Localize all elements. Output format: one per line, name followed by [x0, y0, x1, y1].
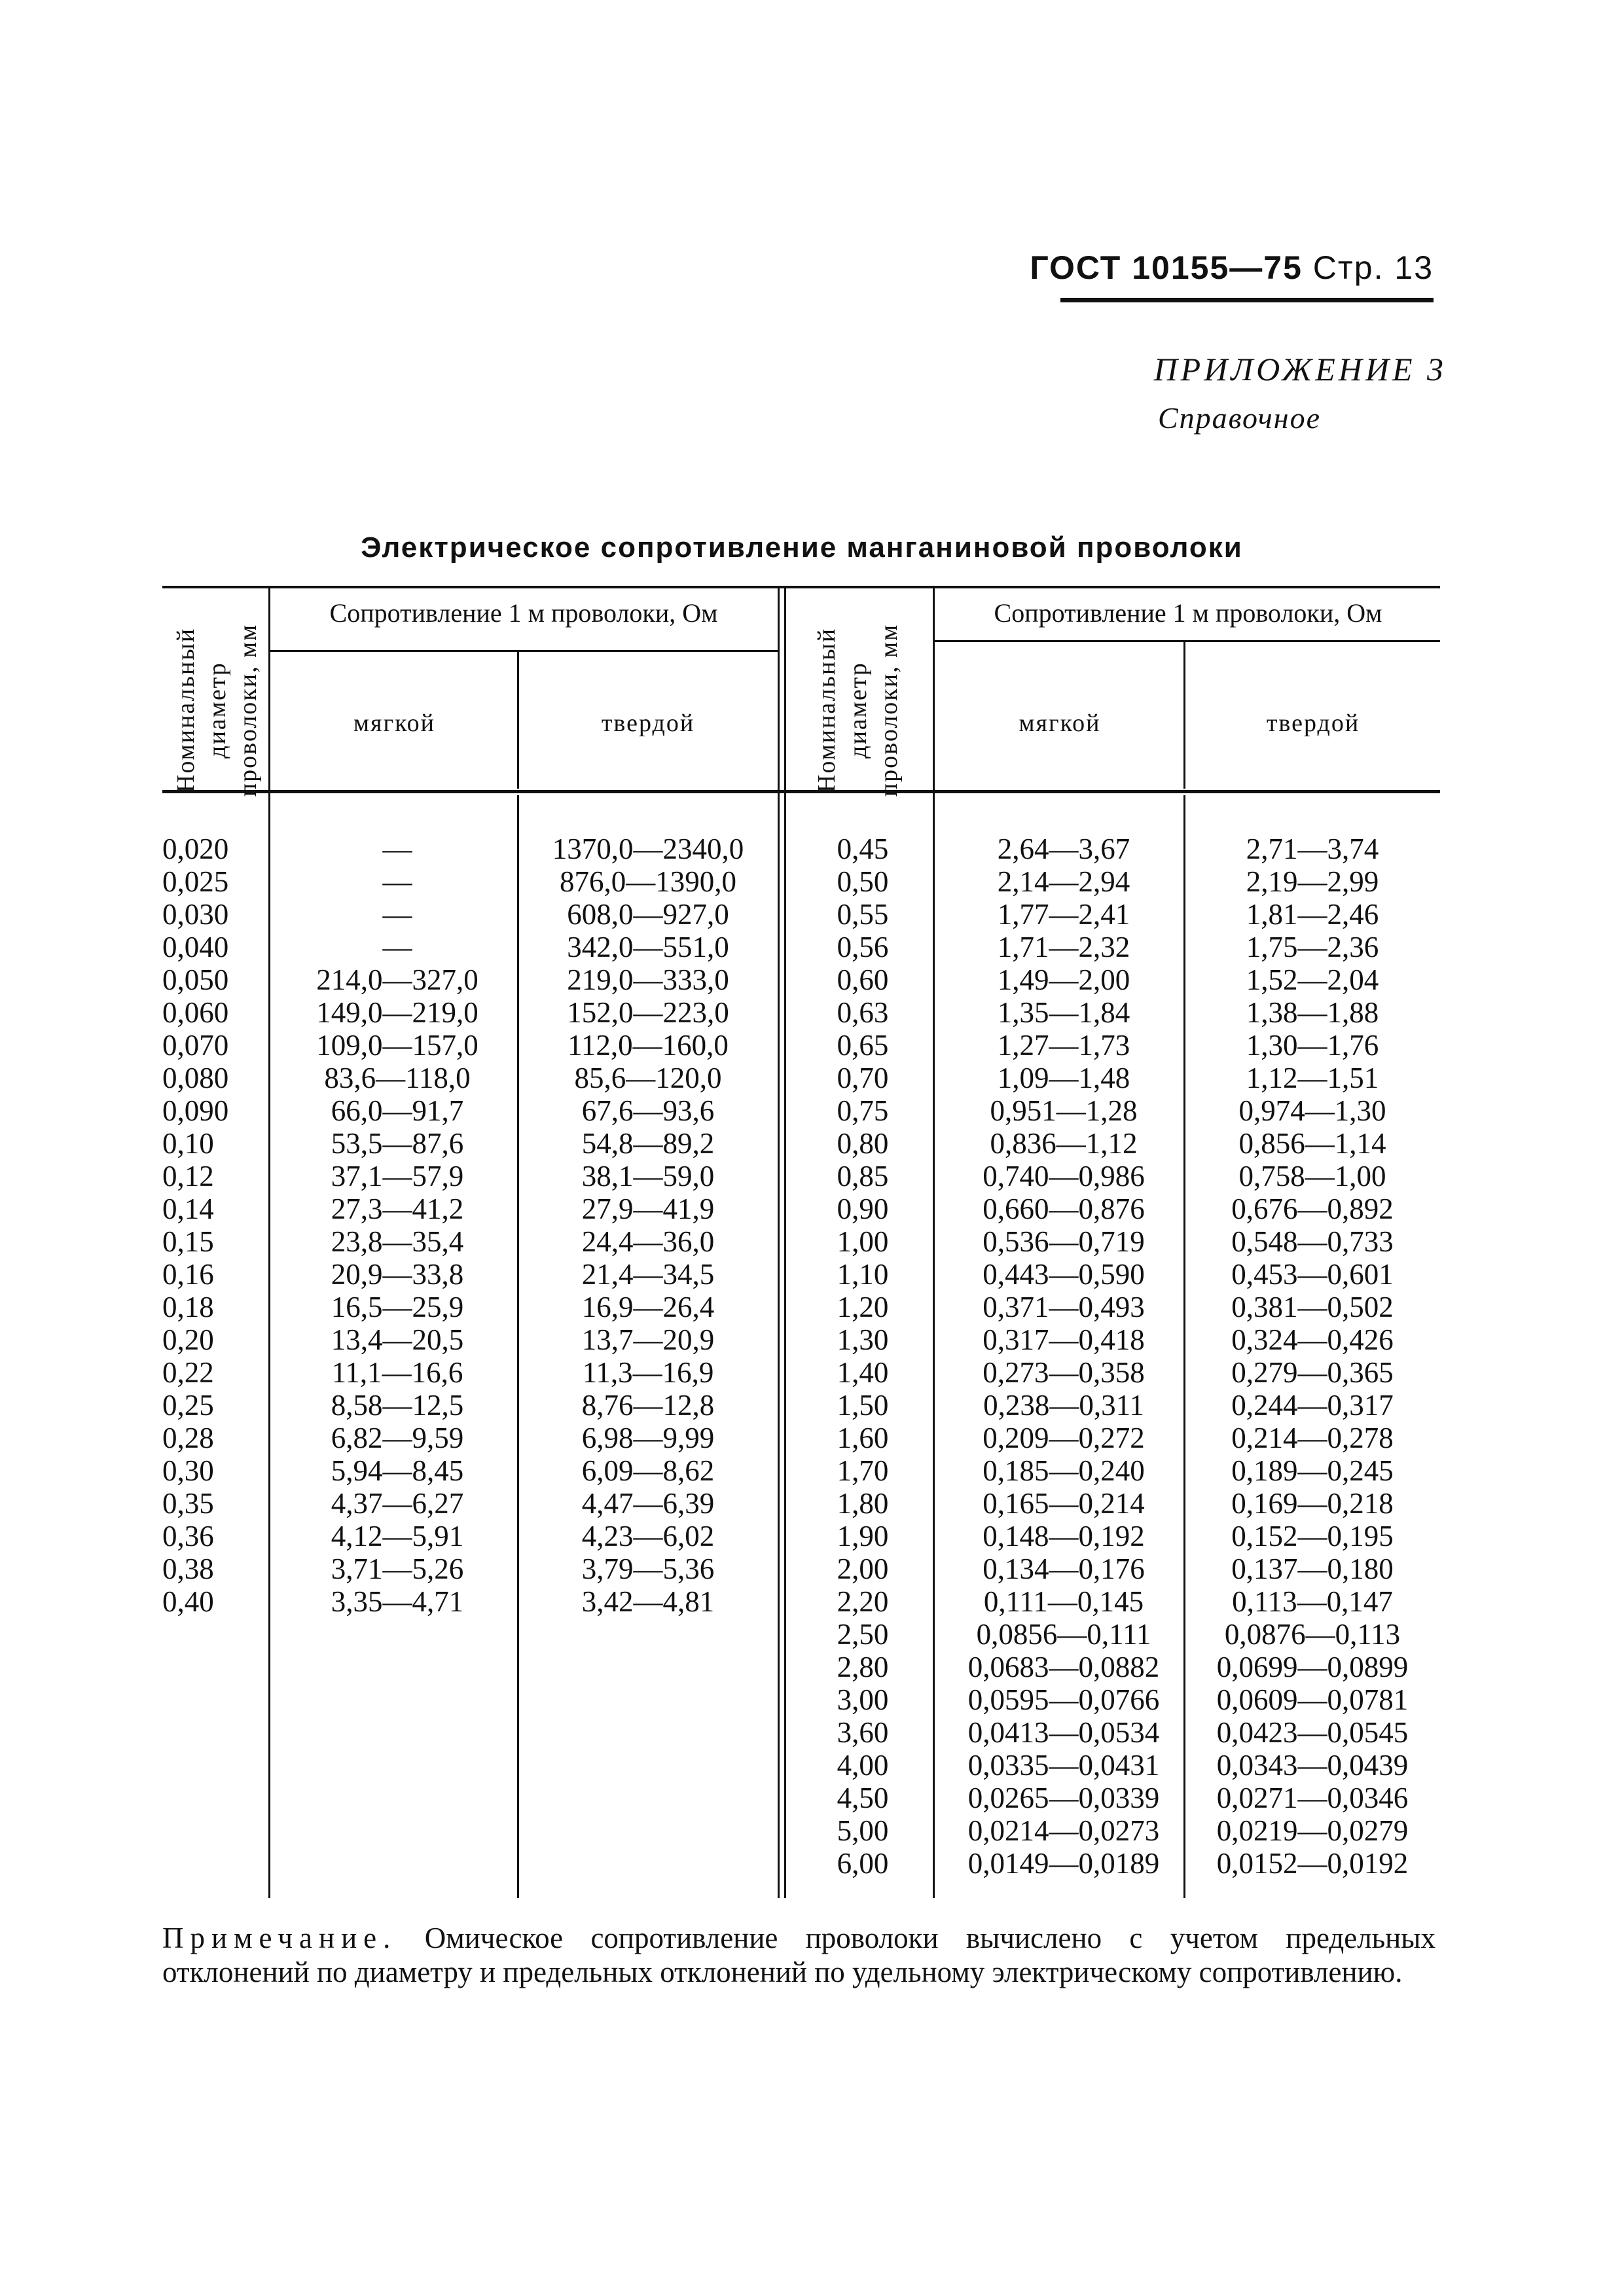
table-cell: 37,1—57,9 — [331, 1160, 464, 1193]
soft-header-left: мягкой — [353, 709, 435, 737]
table-cell: 0,152—0,195 — [1231, 1520, 1394, 1552]
table-cell: 54,8—89,2 — [581, 1127, 715, 1160]
table-cell: 0,758—1,00 — [1238, 1160, 1386, 1193]
table-cell: 3,60 — [837, 1716, 889, 1749]
table-cell: 0,0423—0,0545 — [1216, 1716, 1409, 1749]
resistance-header-left: Сопротивление 1 м проволоки, Ом — [329, 598, 718, 628]
table-cell: 4,12—5,91 — [331, 1520, 464, 1552]
table-cell: 2,00 — [837, 1552, 889, 1585]
table-cell: 0,18 — [162, 1291, 214, 1323]
table-cell: 4,50 — [837, 1782, 889, 1814]
table-cell: 0,80 — [837, 1127, 889, 1160]
page-number: Стр. 13 — [1312, 249, 1434, 286]
table-cell: 0,0609—0,0781 — [1216, 1683, 1409, 1716]
resistance-header-right: Сопротивление 1 м проволоки, Ом — [994, 598, 1382, 628]
table-divider-2a — [778, 586, 780, 1898]
table-header-rule — [162, 790, 1440, 793]
table-cell: 0,0214—0,0273 — [967, 1814, 1160, 1847]
table-cell: 0,0595—0,0766 — [967, 1683, 1160, 1716]
table-cell: 2,50 — [837, 1618, 889, 1651]
table-cell: 0,25 — [162, 1389, 214, 1422]
table-cell: — — [382, 833, 412, 865]
table-cell: 0,148—0,192 — [983, 1520, 1145, 1552]
table-cell: 3,35—4,71 — [331, 1585, 464, 1618]
table-cell: 0,050 — [162, 963, 229, 996]
table-cell: 0,020 — [162, 833, 229, 865]
table-cell: 1,30 — [837, 1323, 889, 1356]
table-cell: 1,00 — [837, 1225, 889, 1258]
left-soft-column — [270, 833, 525, 1618]
table-cell: 0,317—0,418 — [983, 1323, 1145, 1356]
table-cell: 0,836—1,12 — [990, 1127, 1138, 1160]
table-cell: 1,50 — [837, 1389, 889, 1422]
table-cell: 149,0—219,0 — [316, 996, 478, 1029]
table-cell: 0,279—0,365 — [1231, 1356, 1394, 1389]
table-divider-2b — [784, 586, 786, 1898]
table-cell: 0,0265—0,0339 — [967, 1782, 1160, 1814]
table-cell: 1,75—2,36 — [1246, 931, 1379, 963]
table-cell: 0,35 — [162, 1487, 214, 1520]
table-cell: 0,45 — [837, 833, 889, 865]
table-cell: 0,137—0,180 — [1231, 1552, 1394, 1585]
table-cell: 0,14 — [162, 1193, 214, 1225]
hard-header-left: твердой — [601, 709, 695, 737]
diameter-header-right: Номинальный диаметр проволоки, мм — [813, 623, 903, 797]
left-diameter-column — [162, 833, 274, 1618]
table-cell: 0,28 — [162, 1422, 214, 1454]
page-header — [1021, 249, 1434, 287]
diameter-header-left: Номинальный диаметр проволоки, мм — [172, 623, 262, 797]
table-cell: 1,09—1,48 — [997, 1062, 1130, 1094]
table-cell: 0,025 — [162, 865, 229, 898]
table-cell: 1,20 — [837, 1291, 889, 1323]
table-header-subrule-left — [268, 650, 778, 652]
table-cell: 0,0335—0,0431 — [967, 1749, 1160, 1782]
table-cell: 0,189—0,245 — [1231, 1454, 1394, 1487]
table-cell: 2,80 — [837, 1651, 889, 1683]
table-cell: 0,15 — [162, 1225, 214, 1258]
table-cell: 85,6—120,0 — [574, 1062, 722, 1094]
table-cell: 0,12 — [162, 1160, 214, 1193]
table-cell: 1,35—1,84 — [997, 996, 1130, 1029]
header-rule — [1060, 298, 1434, 302]
table-cell: 0,0856—0,111 — [976, 1618, 1151, 1651]
table-cell: 0,134—0,176 — [983, 1552, 1145, 1585]
table-cell: 0,30 — [162, 1454, 214, 1487]
table-cell: 4,23—6,02 — [581, 1520, 715, 1552]
table-note — [162, 1921, 1435, 1989]
table-cell: 0,951—1,28 — [990, 1094, 1138, 1127]
table-cell: 0,60 — [837, 963, 889, 996]
table-cell: 38,1—59,0 — [581, 1160, 715, 1193]
table-cell: 0,453—0,601 — [1231, 1258, 1394, 1291]
table-cell: 0,324—0,426 — [1231, 1323, 1394, 1356]
right-soft-column — [936, 833, 1191, 1880]
table-cell: 0,63 — [837, 996, 889, 1029]
table-cell: 0,0271—0,0346 — [1216, 1782, 1409, 1814]
table-cell: 1,40 — [837, 1356, 889, 1389]
table-cell: 0,273—0,358 — [983, 1356, 1145, 1389]
right-hard-column — [1185, 833, 1440, 1880]
table-cell: 1,90 — [837, 1520, 889, 1552]
table-cell: 112,0—160,0 — [568, 1029, 729, 1062]
table-cell: 8,76—12,8 — [581, 1389, 715, 1422]
table-cell: 5,00 — [837, 1814, 889, 1847]
table-title: Электрическое сопротивление манганиновой проволоки — [361, 531, 1243, 564]
table-cell: 0,371—0,493 — [983, 1291, 1145, 1323]
table-cell: 1,10 — [837, 1258, 889, 1291]
table-cell: 0,070 — [162, 1029, 229, 1062]
table-cell: — — [382, 931, 412, 963]
table-cell: 0,080 — [162, 1062, 229, 1094]
table-cell: 53,5—87,6 — [331, 1127, 464, 1160]
table-cell: 0,0876—0,113 — [1224, 1618, 1401, 1651]
table-cell: 27,3—41,2 — [331, 1193, 464, 1225]
table-cell: 0,0219—0,0279 — [1216, 1814, 1409, 1847]
table-cell: 1,38—1,88 — [1246, 996, 1379, 1029]
table-cell: 0,165—0,214 — [983, 1487, 1145, 1520]
table-cell: 3,00 — [837, 1683, 889, 1716]
table-cell: 152,0—223,0 — [567, 996, 729, 1029]
table-cell: 608,0—927,0 — [567, 898, 729, 931]
table-cell: 3,79—5,36 — [581, 1552, 715, 1585]
table-cell: 0,0413—0,0534 — [967, 1716, 1160, 1749]
table-cell: 3,71—5,26 — [331, 1552, 464, 1585]
table-header-subrule-right — [933, 640, 1440, 642]
note-text: Омическое сопротивление проволоки вычислено с учетом предельных отклонений по диаметру и предельных отклонений по удельному электрическому сопротивлению. — [162, 1922, 1435, 1988]
table-cell: 13,4—20,5 — [331, 1323, 464, 1356]
table-cell: 0,060 — [162, 996, 229, 1029]
table-cell: 21,4—34,5 — [581, 1258, 715, 1291]
table-cell: 0,381—0,502 — [1231, 1291, 1394, 1323]
table-cell: 0,0343—0,0439 — [1216, 1749, 1409, 1782]
table-cell: 0,214—0,278 — [1231, 1422, 1394, 1454]
table-cell: 8,58—12,5 — [331, 1389, 464, 1422]
table-cell: 0,0149—0,0189 — [967, 1847, 1160, 1880]
table-cell: 0,676—0,892 — [1231, 1193, 1394, 1225]
appendix-subtitle: Справочное — [1157, 401, 1321, 435]
table-cell: 0,660—0,876 — [983, 1193, 1145, 1225]
table-cell: 2,64—3,67 — [997, 833, 1130, 865]
table-cell: 4,47—6,39 — [581, 1487, 715, 1520]
left-hard-column — [520, 833, 776, 1618]
table-cell: 66,0—91,7 — [331, 1094, 464, 1127]
table-cell: 1,81—2,46 — [1246, 898, 1379, 931]
table-cell: 1,52—2,04 — [1246, 963, 1379, 996]
table-cell: 0,443—0,590 — [983, 1258, 1145, 1291]
table-cell: 23,8—35,4 — [331, 1225, 464, 1258]
table-subdivider-left — [517, 651, 519, 789]
table-cell: 0,10 — [162, 1127, 214, 1160]
table-cell: 0,740—0,986 — [983, 1160, 1145, 1193]
table-cell: 0,65 — [837, 1029, 889, 1062]
table-cell: 27,9—41,9 — [581, 1193, 715, 1225]
table-cell: 1,77—2,41 — [997, 898, 1130, 931]
table-cell: — — [382, 898, 412, 931]
table-cell: 20,9—33,8 — [331, 1258, 464, 1291]
table-cell: 0,548—0,733 — [1231, 1225, 1394, 1258]
right-diameter-column — [817, 833, 909, 1880]
table-cell: 0,238—0,311 — [983, 1389, 1144, 1422]
table-cell: 0,0152—0,0192 — [1216, 1847, 1409, 1880]
table-cell: 0,111—0,145 — [983, 1585, 1144, 1618]
table-cell: 0,75 — [837, 1094, 889, 1127]
table-cell: 0,38 — [162, 1552, 214, 1585]
table-cell: 0,85 — [837, 1160, 889, 1193]
table-cell: 0,030 — [162, 898, 229, 931]
table-cell: 0,20 — [162, 1323, 214, 1356]
table-cell: 0,169—0,218 — [1231, 1487, 1394, 1520]
table-cell: 0,22 — [162, 1356, 214, 1389]
table-cell: 0,70 — [837, 1062, 889, 1094]
table-cell: 6,82—9,59 — [331, 1422, 464, 1454]
table-cell: 1,70 — [837, 1454, 889, 1487]
table-cell: 0,36 — [162, 1520, 214, 1552]
table-cell: 1,71—2,32 — [997, 931, 1130, 963]
table-cell: 0,856—1,14 — [1238, 1127, 1386, 1160]
table-cell: 16,5—25,9 — [331, 1291, 464, 1323]
table-cell: 109,0—157,0 — [316, 1029, 478, 1062]
table-cell: 1,27—1,73 — [997, 1029, 1130, 1062]
note-label: Примечание. — [162, 1922, 397, 1954]
table-cell: 0,113—0,147 — [1232, 1585, 1393, 1618]
appendix-label: ПРИЛОЖЕНИЕ 3 — [1153, 351, 1447, 387]
table-cell: 1,80 — [837, 1487, 889, 1520]
table-cell: 1,12—1,51 — [1246, 1062, 1379, 1094]
table-cell: 342,0—551,0 — [567, 931, 729, 963]
standard-number: ГОСТ 10155—75 — [1030, 249, 1303, 286]
table-cell: 0,0699—0,0899 — [1216, 1651, 1409, 1683]
table-cell: 2,14—2,94 — [997, 865, 1130, 898]
table-cell: 0,40 — [162, 1585, 214, 1618]
table-cell: 1,49—2,00 — [997, 963, 1130, 996]
table-cell: 6,98—9,99 — [581, 1422, 715, 1454]
table-cell: 13,7—20,9 — [581, 1323, 715, 1356]
table-cell: 0,209—0,272 — [983, 1422, 1145, 1454]
soft-header-right: мягкой — [1019, 709, 1101, 737]
table-cell: 83,6—118,0 — [324, 1062, 471, 1094]
table-cell: 0,185—0,240 — [983, 1454, 1145, 1487]
table-subdivider-right — [1183, 641, 1185, 789]
table-cell: 16,9—26,4 — [581, 1291, 715, 1323]
table-divider-3 — [933, 586, 935, 1898]
table-cell: 0,50 — [837, 865, 889, 898]
table-cell: 1370,0—2340,0 — [552, 833, 744, 865]
table-cell: 214,0—327,0 — [316, 963, 478, 996]
table-cell: 2,20 — [837, 1585, 889, 1618]
hard-header-right: твердой — [1266, 709, 1360, 737]
table-cell: 11,3—16,9 — [582, 1356, 714, 1389]
table-cell: 24,4—36,0 — [581, 1225, 715, 1258]
table-cell: 0,974—1,30 — [1238, 1094, 1386, 1127]
table-cell: 0,244—0,317 — [1231, 1389, 1394, 1422]
table-cell: 0,536—0,719 — [983, 1225, 1145, 1258]
table-cell: — — [382, 865, 412, 898]
table-cell: 0,0683—0,0882 — [967, 1651, 1160, 1683]
table-cell: 5,94—8,45 — [331, 1454, 464, 1487]
table-cell: 0,90 — [837, 1193, 889, 1225]
table-cell: 6,09—8,62 — [581, 1454, 715, 1487]
table-cell: 0,56 — [837, 931, 889, 963]
table-cell: 0,090 — [162, 1094, 229, 1127]
table-cell: 1,30—1,76 — [1246, 1029, 1379, 1062]
table-cell: 4,00 — [837, 1749, 889, 1782]
table-cell: 2,19—2,99 — [1246, 865, 1379, 898]
table-cell: 11,1—16,6 — [331, 1356, 463, 1389]
table-cell: 4,37—6,27 — [331, 1487, 464, 1520]
table-cell: 219,0—333,0 — [567, 963, 729, 996]
table-cell: 1,60 — [837, 1422, 889, 1454]
table-cell: 6,00 — [837, 1847, 889, 1880]
table-cell: 876,0—1390,0 — [560, 865, 736, 898]
table-cell: 0,55 — [837, 898, 889, 931]
table-cell: 0,040 — [162, 931, 229, 963]
table-cell: 2,71—3,74 — [1246, 833, 1379, 865]
table-cell: 67,6—93,6 — [581, 1094, 715, 1127]
table-cell: 0,16 — [162, 1258, 214, 1291]
table-cell: 3,42—4,81 — [581, 1585, 715, 1618]
table-top-rule — [162, 586, 1440, 588]
